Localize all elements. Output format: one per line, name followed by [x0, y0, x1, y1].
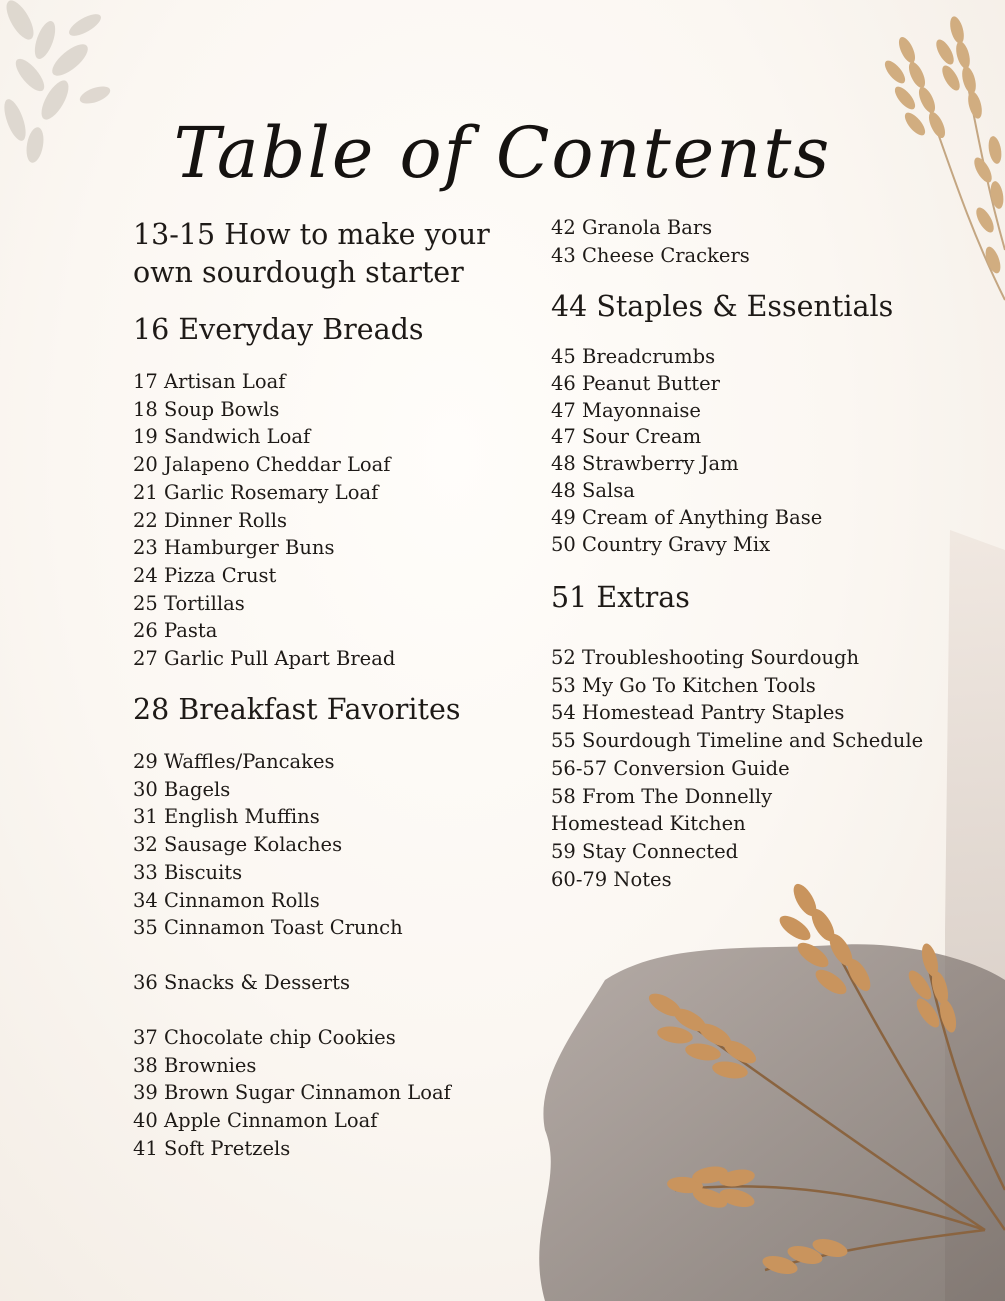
toc-item: 56-57 Conversion Guide [551, 756, 790, 780]
toc-item: 37 Chocolate chip Cookies [133, 1026, 396, 1049]
toc-item: 39 Brown Sugar Cinnamon Loaf [133, 1081, 451, 1105]
toc-item: 22 Dinner Rolls [133, 508, 287, 532]
toc-item: 47 Mayonnaise [551, 398, 701, 422]
toc-item: 54 Homestead Pantry Staples [551, 701, 845, 725]
section-heading-staples-essentials: 44 Staples & Essentials [551, 290, 894, 323]
section-heading-snacks-desserts: 36 Snacks & Desserts [133, 971, 350, 994]
toc-item: 32 Sausage Kolaches [133, 833, 343, 857]
section-list-everyday-breads [133, 368, 395, 673]
toc-item: 31 English Muffins [133, 805, 320, 829]
toc-item: 20 Jalapeno Cheddar Loaf [133, 453, 391, 477]
continued-list [551, 214, 750, 269]
toc-item: 59 Stay Connected [551, 839, 739, 863]
toc-item: 60-79 Notes [551, 867, 672, 891]
toc-item: 53 My Go To Kitchen Tools [551, 673, 816, 697]
section-list-breakfast-favorites [133, 748, 403, 942]
section-list-snacks-desserts [133, 1024, 451, 1163]
toc-item: 30 Bagels [133, 777, 231, 801]
toc-item: 41 Soft Pretzels [133, 1136, 291, 1160]
toc-item: 23 Hamburger Buns [133, 536, 335, 560]
toc-item: 47 Sour Cream [551, 425, 702, 449]
toc-item: 25 Tortillas [133, 591, 245, 615]
toc-item: 17 Artisan Loaf [133, 370, 286, 393]
toc-item: 33 Biscuits [133, 860, 243, 884]
toc-item: 49 Cream of Anything Base [551, 505, 823, 529]
toc-item: 43 Cheese Crackers [551, 243, 750, 267]
toc-item: 27 Garlic Pull Apart Bread [133, 647, 396, 671]
toc-item: 48 Strawberry Jam [551, 452, 739, 476]
toc-item: 38 Brownies [133, 1053, 257, 1077]
section-heading-everyday-breads: 16 Everyday Breads [133, 313, 424, 346]
toc-item: 40 Apple Cinnamon Loaf [133, 1109, 378, 1133]
toc-item: 58 From The Donnelly Homestead Kitchen [551, 784, 773, 836]
toc-item: 55 Sourdough Timeline and Schedule [551, 729, 924, 753]
toc-item: 42 Granola Bars [551, 216, 713, 239]
toc-item: 45 Breadcrumbs [551, 345, 716, 368]
toc-item: 21 Garlic Rosemary Loaf [133, 480, 379, 504]
toc-item: 24 Pizza Crust [133, 563, 277, 587]
toc-intro-line-2: own sourdough starter [133, 256, 464, 289]
section-heading-extras: 51 Extras [551, 581, 690, 614]
toc-item: 52 Troubleshooting Sourdough [551, 646, 860, 669]
toc-item: 34 Cinnamon Rolls [133, 888, 320, 912]
toc-item: 19 Sandwich Loaf [133, 425, 311, 449]
section-list-staples-essentials [551, 344, 822, 558]
toc-item: 35 Cinnamon Toast Crunch [133, 916, 403, 940]
toc-intro-line-1: 13-15 How to make your [133, 218, 490, 251]
toc-item: 29 Waffles/Pancakes [133, 750, 335, 773]
toc-item: 18 Soup Bowls [133, 397, 280, 421]
toc-item: 48 Salsa [551, 478, 635, 502]
toc-item: 46 Peanut Butter [551, 371, 720, 395]
toc-item: 50 Country Gravy Mix [551, 532, 771, 556]
toc-item: 26 Pasta [133, 619, 218, 643]
section-list-extras [551, 644, 924, 893]
section-heading-breakfast-favorites: 28 Breakfast Favorites [133, 693, 461, 726]
page-title: Table of Contents [173, 112, 832, 194]
